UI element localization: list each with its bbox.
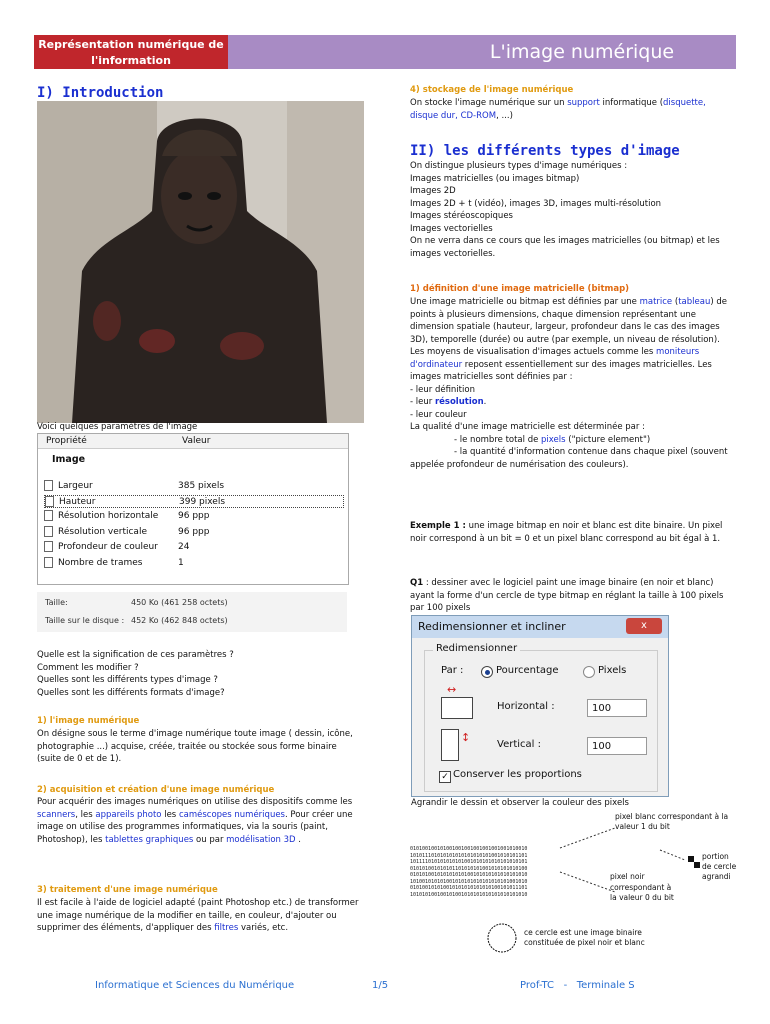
text: ( (672, 297, 679, 307)
line: - leur définition (410, 384, 475, 395)
horizontal-input[interactable]: 100 (587, 699, 647, 717)
properties-panel (37, 433, 349, 585)
keep-ratio-label[interactable]: Conserver les proportions (453, 769, 582, 780)
text: ) de points à plusieurs dimensions, chaque dimension représentant une dimension spatiale (hauteur, largeur, profondeur dans le cas des images 3D), temporelle (durée) ou autre (par exemple, un niveau de résolution). Les moyens de visualisation d'images actuels comme les (410, 297, 727, 357)
statue-photo (37, 101, 364, 423)
property-value: 96 ppp (178, 511, 210, 521)
agrandir-caption: Agrandir le dessin et observer la couleur des pixels (411, 798, 629, 808)
questions-list (37, 649, 367, 699)
col-property[interactable]: Propriété (46, 436, 87, 446)
line: On ne verra dans ce cours que les images matricielles (ou bitmap) et les images vectorielles. (410, 236, 720, 259)
question: Quelles sont les différents types d'image ? (37, 675, 218, 685)
horizontal-arrow-icon: ↔ (447, 683, 457, 696)
line (410, 396, 735, 409)
line: - leur couleur (410, 409, 467, 420)
file-icon (44, 541, 53, 552)
link-appareils-photo[interactable]: appareils photo (95, 809, 162, 820)
question-paragraph (410, 577, 735, 615)
text: On stocke l'image numérique sur un (410, 98, 568, 108)
text: les (161, 809, 179, 820)
subsection-title: 1) définition d'une image matricielle (bitmap) (410, 284, 630, 294)
link-modelisation[interactable]: modélisation 3D (226, 834, 296, 845)
property-value: 385 pixels (178, 481, 225, 491)
line: Images stéréoscopiques (410, 211, 513, 221)
text: ("picture element") (565, 434, 651, 445)
line: On distingue plusieurs types d'image numériques : (410, 161, 628, 171)
horizontal-resize-icon (441, 697, 473, 719)
dialog-title-text: Redimensionner et incliner (418, 620, 566, 633)
par-label: Par : (441, 665, 464, 676)
text: - le nombre total de (454, 434, 542, 445)
link-scanners[interactable]: scanners (37, 809, 76, 820)
text: variés, etc. (238, 923, 289, 933)
line: Images matricielles (ou images bitmap) (410, 173, 580, 184)
header-right-banner (228, 35, 736, 69)
bits-row: 010100100101001001001001001001001010010 (410, 846, 528, 852)
bits-row: 101001010101001010101010101010101001010 (410, 878, 528, 885)
text: . Pour créer une image on utilise des programmes informatiques, via la souris (paint, Photoshop), les (37, 809, 353, 845)
text: Pour acquérir des images numériques on utilise des dispositifs comme les (37, 797, 353, 807)
text: reposent essentiellement sur des images matricielles. Les images matricielles sont définies par : (410, 359, 712, 382)
properties-header (38, 434, 348, 449)
subsection-title: 1) l'image numérique (37, 716, 140, 726)
link-matrice[interactable]: matrice (639, 297, 673, 307)
page-title: L'image numérique (489, 41, 675, 63)
question: Quelle est la signification de ces paramètres ? (37, 650, 234, 660)
section-title-types: II) les différents types d'image (410, 143, 680, 159)
text: . (483, 397, 487, 407)
link-camescopes[interactable]: caméscopes numériques (178, 809, 285, 820)
property-value: 96 ppp (178, 527, 210, 537)
link-moniteurs[interactable]: moniteurs d'ordinateur (410, 347, 700, 370)
text: , ...) (496, 110, 513, 121)
property-key: Profondeur de couleur (58, 542, 158, 552)
property-row[interactable] (44, 510, 344, 523)
types-list (410, 160, 735, 260)
resize-dialog (411, 615, 669, 797)
header-left-title: Représentation numérique de l'information (34, 35, 228, 69)
line: Images vectorielles (410, 223, 493, 234)
link-supports[interactable]: disquette, disque dur, CD-ROM (410, 98, 706, 121)
property-row-selected[interactable] (44, 495, 344, 508)
link-pixels[interactable]: pixels (541, 434, 566, 445)
bitmap-figure (410, 812, 740, 962)
line (410, 434, 735, 447)
property-row[interactable] (44, 480, 344, 493)
link-tablettes[interactable]: tablettes graphiques (105, 834, 194, 845)
paragraph: On désigne sous le terme d'image numérique toute image ( dessin, icône, photographie ...) acquise, créée, traitée ou stockée sous forme binaire (suite de 0 et de 1). (37, 729, 353, 764)
paragraph (410, 296, 735, 471)
text: Il est facile à l'aide de logiciel adapté (paint Photoshop etc.) de transformer une image numérique de la modifier en taille, en couleur, d'ajouter ou supprimer des éléments, d'appliquer des (37, 898, 359, 933)
statue-image (37, 101, 364, 423)
file-icon (44, 557, 53, 568)
vertical-resize-icon (441, 729, 459, 761)
footer-right: Prof-TC - Terminale S (520, 980, 635, 991)
property-value: 24 (178, 542, 190, 552)
question-label: Q1 (410, 578, 424, 588)
horizontal-label: Horizontal : (497, 701, 555, 712)
example-label: Exemple 1 : (410, 521, 466, 531)
text: - leur (410, 397, 435, 407)
text: Une image matricielle ou bitmap est définies par une (410, 297, 640, 307)
close-button[interactable]: x (626, 618, 662, 634)
text: , les (75, 809, 96, 820)
vertical-arrow-icon: ↕ (461, 731, 471, 744)
paragraph (410, 97, 735, 122)
radio-pixels[interactable] (583, 666, 595, 678)
link-resolution[interactable]: résolution (434, 397, 484, 407)
line: La qualité d'une image matricielle est déterminée par : (410, 422, 645, 432)
file-icon (44, 480, 53, 491)
property-row[interactable] (44, 557, 344, 570)
file-icon (44, 510, 53, 521)
bits-row: 101010100100101001010101010101010101010 (410, 891, 528, 898)
keep-ratio-checkbox[interactable]: ✓ (439, 771, 451, 783)
resize-group (424, 643, 658, 792)
property-key: Résolution verticale (58, 527, 147, 537)
property-row[interactable] (44, 526, 344, 539)
link-tableau[interactable]: tableau (678, 297, 711, 307)
text: . (295, 834, 301, 845)
bits-row: 010101001010101101010101001010101010100 (410, 865, 528, 872)
text: ou par (193, 834, 227, 845)
page-number: 1/5 (372, 980, 389, 991)
params-caption: Voici quelques paramètres de l'image (37, 422, 198, 432)
subsection-title: 3) traitement d'une image numérique (37, 885, 218, 895)
bits-row: 010101001010101010100101010101010101010 (410, 872, 528, 878)
link-support[interactable]: support (567, 98, 600, 108)
size-label: Taille: (45, 598, 68, 607)
question: Quelles sont les différents formats d'image? (37, 687, 225, 698)
col-value[interactable]: Valeur (182, 436, 211, 446)
vertical-input[interactable]: 100 (587, 737, 647, 755)
line: Images 2D + t (vidéo), images 3D, images multi-résolution (410, 198, 662, 209)
properties-section: Image (52, 454, 86, 465)
text: : dessiner avec le logiciel paint une image binaire (en noir et blanc) ayant la forme d'un cercle de type bitmap en réglant la taille à 100 pixels par 100 pixels (410, 578, 724, 613)
file-icon (44, 526, 53, 537)
property-key: Résolution horizontale (58, 511, 159, 521)
link-filtres[interactable]: filtres (214, 923, 239, 933)
bits-row: 101111010101010101001010101010101010101 (410, 859, 528, 865)
pixels-label[interactable]: Pixels (598, 665, 627, 676)
property-key: Hauteur (59, 497, 96, 507)
annotation-black-pixel: pixel noir correspondant à la valeur 0 du bit (610, 872, 674, 902)
line: Images 2D (410, 186, 456, 196)
annotation-portion: portion de cercle agrandi (702, 852, 737, 881)
property-value: 399 pixels (179, 497, 226, 507)
pourcentage-label[interactable]: Pourcentage (496, 665, 559, 676)
vertical-label: Vertical : (497, 739, 541, 750)
footer-left: Informatique et Sciences du Numérique (95, 980, 295, 991)
disk-size-label: Taille sur le disque : (45, 616, 125, 625)
property-key: Nombre de trames (58, 558, 143, 568)
subsection-title: 2) acquisition et création d'une image numérique (37, 785, 275, 795)
question: Comment les modifier ? (37, 662, 139, 673)
text: une image bitmap en noir et blanc est dite binaire. Un pixel noir correspond à un bit = 0 et un pixel blanc correspond au bit égal à 1. (410, 521, 723, 544)
radio-dot (485, 670, 490, 675)
section-title-introduction: I) Introduction (37, 85, 164, 101)
property-key: Largeur (58, 481, 93, 491)
paragraph (37, 796, 362, 846)
bits-row: 010100101010010101010101010100101011101 (410, 885, 528, 891)
property-value: 1 (178, 558, 184, 568)
file-icon (45, 496, 54, 507)
example-paragraph (410, 520, 735, 545)
subsection-title: 4) stockage de l'image numérique (410, 85, 574, 95)
line: - la quantité d'information contenue dans chaque pixel (souvent appelée profondeur de numérisation des couleurs). (410, 447, 728, 470)
paragraph (37, 897, 362, 935)
annotation-white-pixel: pixel blanc correspondant à la valeur 1 du bit (615, 812, 729, 831)
bits-row: 101011101010101010101010101001010101101 (410, 852, 528, 859)
file-size-panel (37, 592, 347, 632)
radio-pourcentage[interactable] (481, 666, 493, 678)
disk-size-value: 452 Ko (462 848 octets) (131, 616, 228, 625)
group-label: Redimensionner (433, 643, 520, 654)
annotation-circle: ce cercle est une image binaire constituée de pixel noir et blanc (524, 928, 645, 947)
property-row[interactable] (44, 541, 344, 554)
size-value: 450 Ko (461 258 octets) (131, 598, 228, 607)
text: informatique ( (599, 98, 664, 108)
